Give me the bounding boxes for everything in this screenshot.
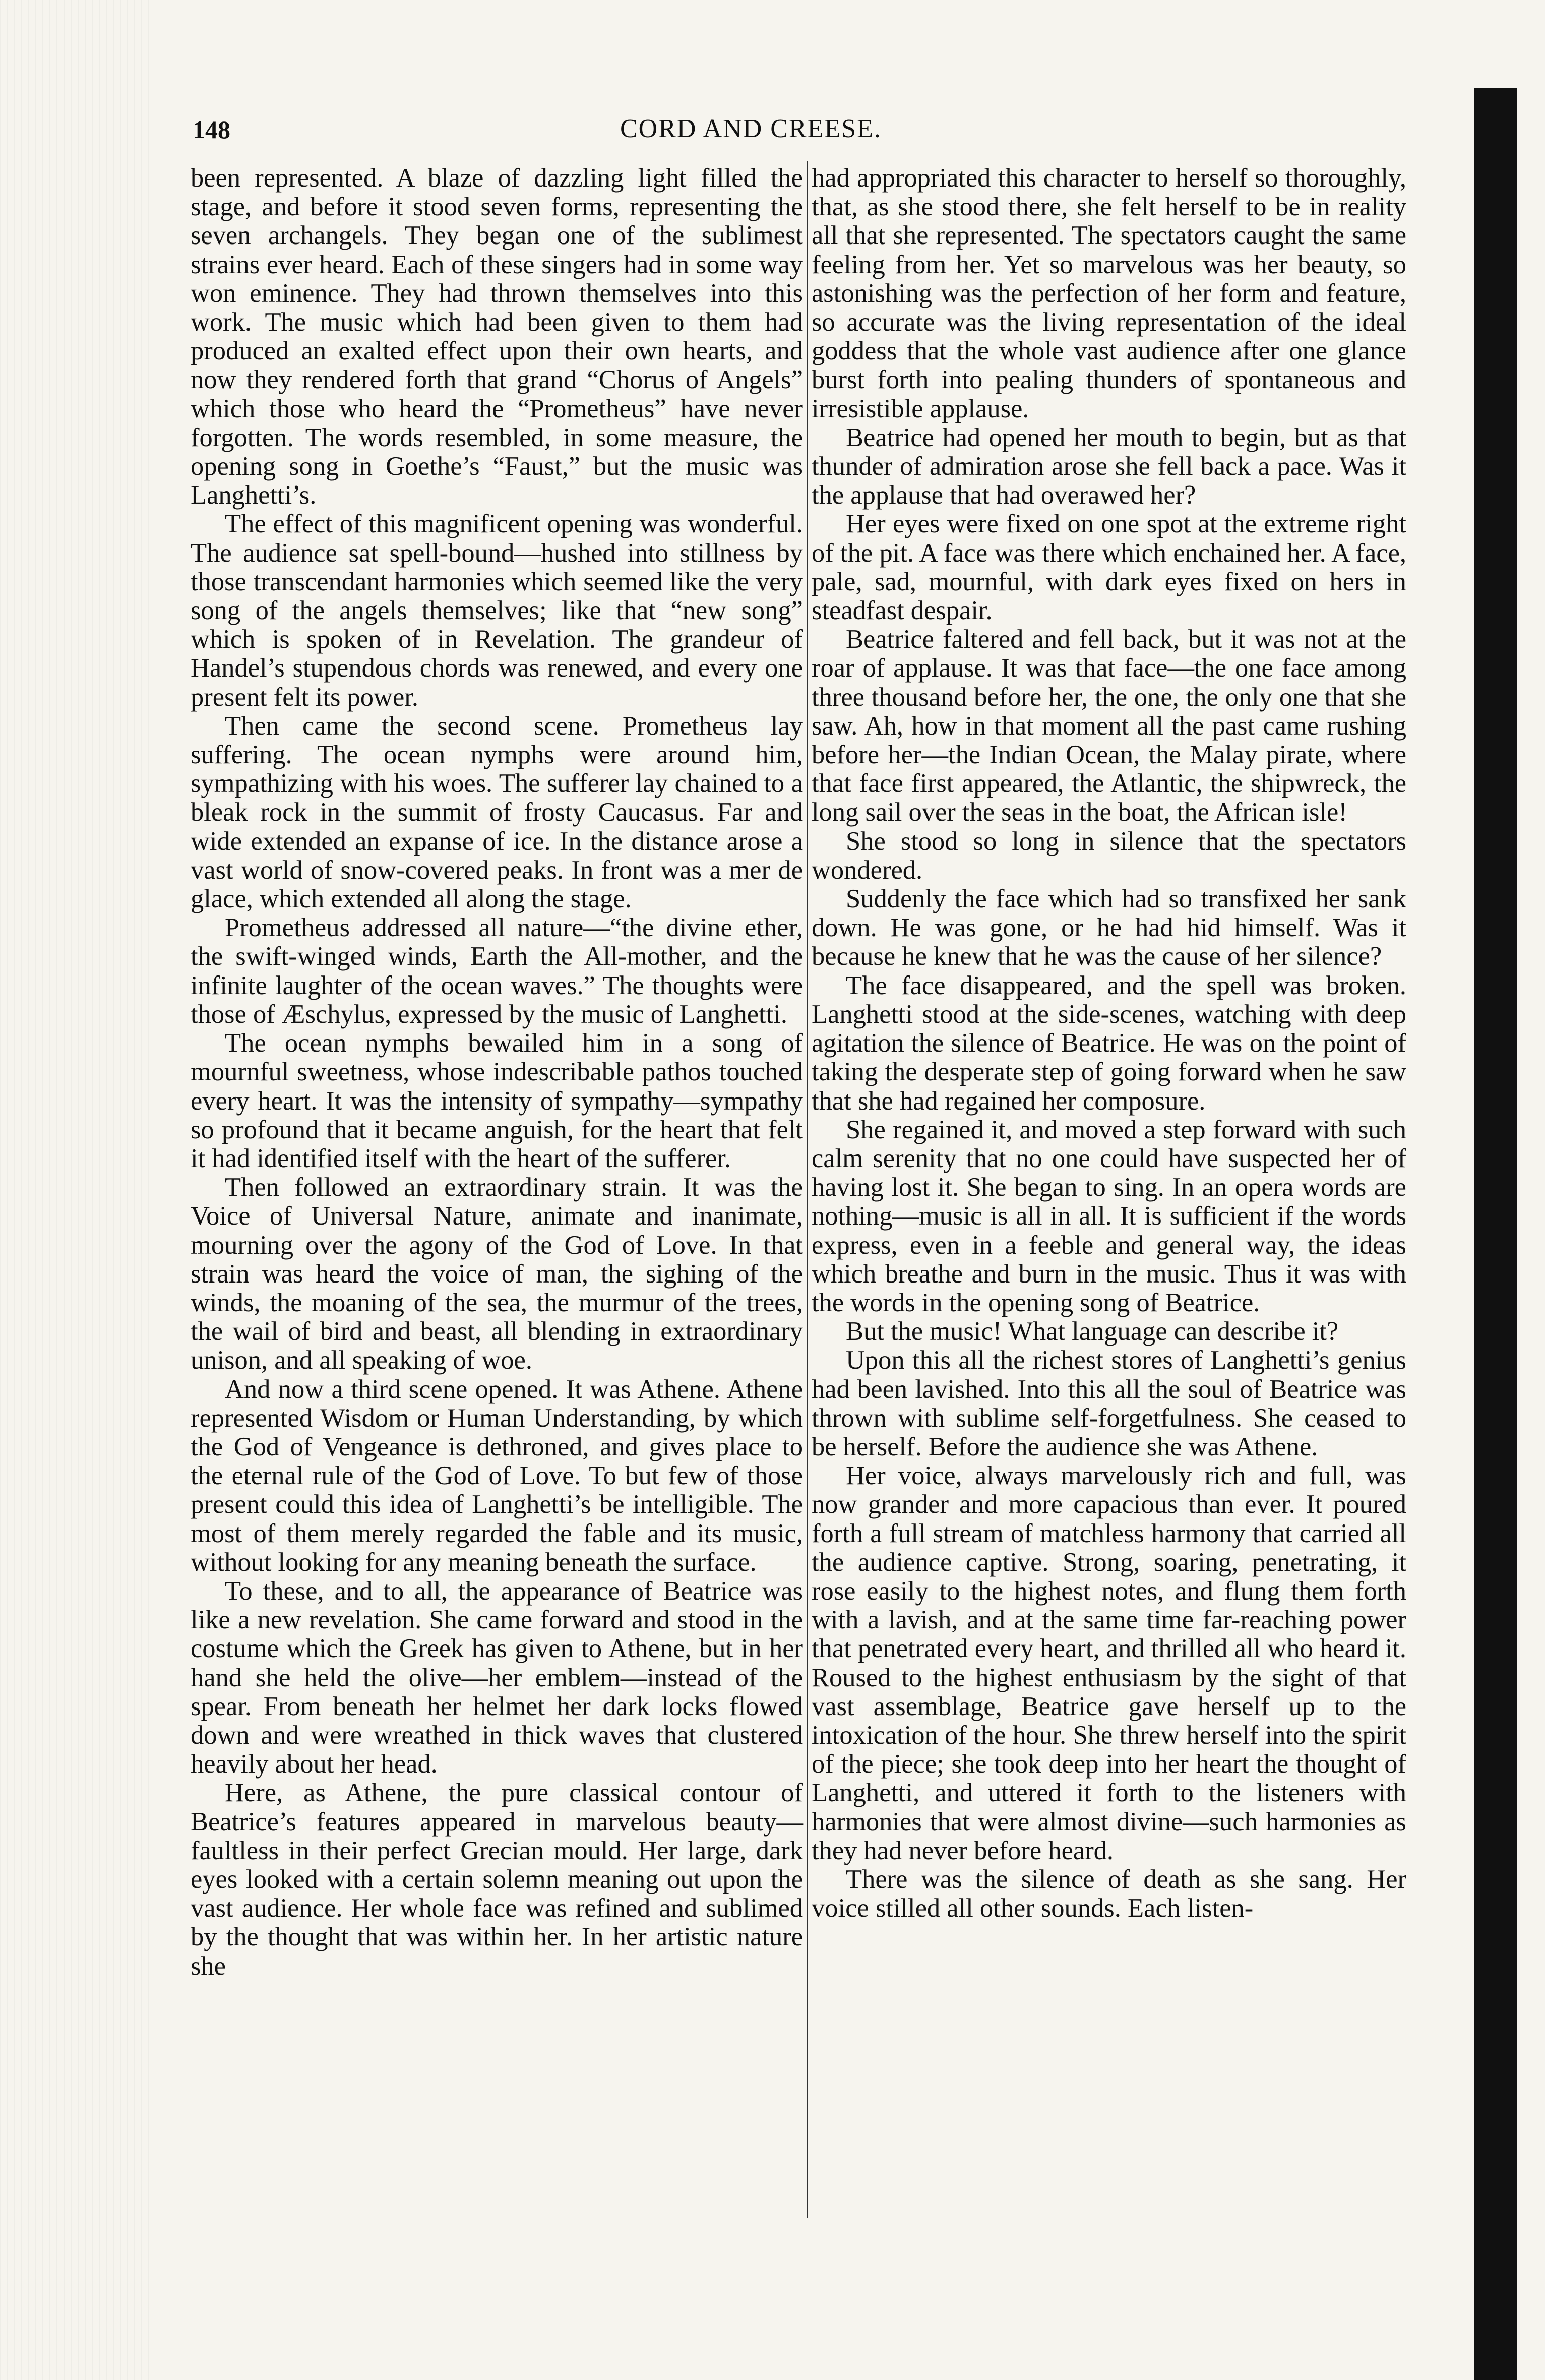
paragraph: The effect of this magnificent opening was wonderful. The audience sat spell-bound—hushed into stillness by those transcendant harmonies which seemed like the very song of the angels themselves; like that “new song” which is spoken of in Revelation. The grandeur of Handel’s stupendous chords was renewed, and every one present felt its power.	[191, 509, 803, 712]
paragraph: Then came the second scene. Prometheus lay suffering. The ocean nymphs were around him, sympathizing with his woes. The sufferer lay chained to a bleak rock in the summit of frosty Caucasus. Far and wide extended an expanse of ice. In the distance arose a vast world of snow-covered peaks. In front was a mer de glace, which extended all along the stage.	[191, 711, 803, 914]
paragraph: Here, as Athene, the pure classical contour of Beatrice’s features appeared in marvelous beauty—faultless in their perfect Grecian mould. Her large, dark eyes looked with a certain solemn meaning out upon the vast audience. Her whole face was refined and sublimed by the thought that was within her. In her artistic nature she	[191, 1778, 803, 1981]
paragraph: To these, and to all, the appearance of Beatrice was like a new revelation. She came forward and stood in the costume which the Greek has given to Athene, but in her hand she held the olive—her emblem—instead of the spear. From beneath her helmet her dark locks flowed down and were wreathed in thick waves that clustered heavily about her head.	[191, 1576, 803, 1779]
paragraph: There was the silence of death as she sang. Her voice stilled all other sounds. Each listen-	[812, 1864, 1406, 1923]
scan-edge-shadow	[0, 0, 151, 2380]
paragraph: Her voice, always marvelously rich and full, was now grander and more capacious than ever. It poured forth a full stream of matchless harmony that carried all the audience captive. Strong, soaring, penetrating, it rose easily to the highest notes, and flung them forth with a lavish, and at the same time far-reaching power that penetrated every heart, and thrilled all who heard it. Roused to the highest enthusiasm by the sight of that vast assemblage, Beatrice gave herself up to the intoxication of the hour. She threw herself into the spirit of the piece; she took deep into her heart the thought of Langhetti, and uttered it forth to the listeners with harmonies that were almost divine—such harmonies as they had never before heard.	[812, 1461, 1406, 1865]
paragraph: And now a third scene opened. It was Athene. Athene represented Wisdom or Human Understanding, by which the God of Vengeance is dethroned, and gives place to the eternal rule of the God of Love. To but few of those present could this idea of Langhetti’s be intelligible. The most of them merely regarded the fable and its music, without looking for any meaning beneath the surface.	[191, 1374, 803, 1577]
paragraph: Upon this all the richest stores of Langhetti’s genius had been lavished. Into this all the soul of Beatrice was thrown with sublime self-forgetfulness. She ceased to be herself. Before the audience she was Athene.	[812, 1346, 1406, 1461]
paragraph: Her eyes were fixed on one spot at the extreme right of the pit. A face was there which enchained her. A face, pale, sad, mournful, with dark eyes fixed on hers in steadfast despair.	[812, 509, 1406, 626]
paragraph: had appropriated this character to herself so thoroughly, that, as she stood there, she felt herself to be in reality all that she represented. The spectators caught the same feeling from her. Yet so marvelous was her beauty, so astonishing was the perfection of her form and feature, so accurate was the living representation of the ideal goddess that the whole vast audience after one glance burst forth into pealing thunders of spontaneous and irresistible applause.	[812, 163, 1406, 423]
paragraph: The ocean nymphs bewailed him in a song of mournful sweetness, whose indescribable pathos touched every heart. It was the intensity of sympathy—sympathy so profound that it became anguish, for the heart that felt it had identified itself with the heart of the sufferer.	[191, 1028, 803, 1173]
paragraph: But the music! What language can describe it?	[846, 1317, 1339, 1347]
paragraph: Beatrice faltered and fell back, but it was not at the roar of applause. It was that face—the one face among three thousand before her, the one, the only one that she saw. Ah, how in that moment all the past came rushing before her—the Indian Ocean, the Malay pirate, where that face first appeared, the Atlantic, the shipwreck, the long sail over the seas in the boat, the African isle!	[812, 625, 1406, 827]
paragraph: Prometheus addressed all nature—“the divine ether, the swift-winged winds, Earth the All-mother, and the infinite laughter of the ocean waves.” The thoughts were those of Æschylus, expressed by the music of Langhetti.	[191, 913, 803, 1029]
left-column	[191, 164, 803, 1981]
scan-binding-bar	[1474, 88, 1517, 2380]
running-title: CORD AND CREESE.	[620, 114, 882, 143]
paragraph: Beatrice had opened her mouth to begin, but as that thunder of admiration arose she fell back a pace. Was it the applause that had overawed her?	[812, 422, 1406, 510]
right-column	[812, 164, 1406, 1923]
paragraph: The face disappeared, and the spell was broken. Langhetti stood at the side-scenes, watching with deep agitation the silence of Beatrice. He was on the point of taking the desperate step of going forward when he saw that she had regained her composure.	[812, 970, 1406, 1116]
paragraph: She regained it, and moved a step forward with such calm serenity that no one could have suspected her of having lost it. She began to sing. In an opera words are nothing—music is all in all. It is sufficient if the words express, even in a feeble and general way, the ideas which breathe and burn in the music. Thus it was with the words in the opening song of Beatrice.	[812, 1115, 1406, 1317]
paragraph: Then followed an extraordinary strain. It was the Voice of Universal Nature, animate and inanimate, mourning over the agony of the God of Love. In that strain was heard the voice of man, the sighing of the winds, the moaning of the sea, the murmur of the trees, the wail of bird and beast, all blending in extraordinary unison, and all speaking of woe.	[191, 1173, 803, 1375]
paragraph: been represented. A blaze of dazzling light filled the stage, and before it stood seven forms, representing the seven archangels. They began one of the sublimest strains ever heard. Each of these singers had in some way won eminence. They had thrown themselves into this work. The music which had been given to them had produced an exalted effect upon their own hearts, and now they rendered forth that grand “Chorus of Angels” which those who heard the “Prometheus” have never forgotten. The words resembled, in some measure, the opening song in Goethe’s “Faust,” but the music was Langhetti’s.	[191, 163, 803, 510]
paragraph: Suddenly the face which had so transfixed her sank down. He was gone, or he had hid himself. Was it because he knew that he was the cause of her silence?	[812, 884, 1406, 971]
column-divider	[807, 161, 808, 2218]
paragraph: She stood so long in silence that the spectators wondered.	[812, 826, 1406, 885]
page-number: 148	[193, 115, 230, 144]
